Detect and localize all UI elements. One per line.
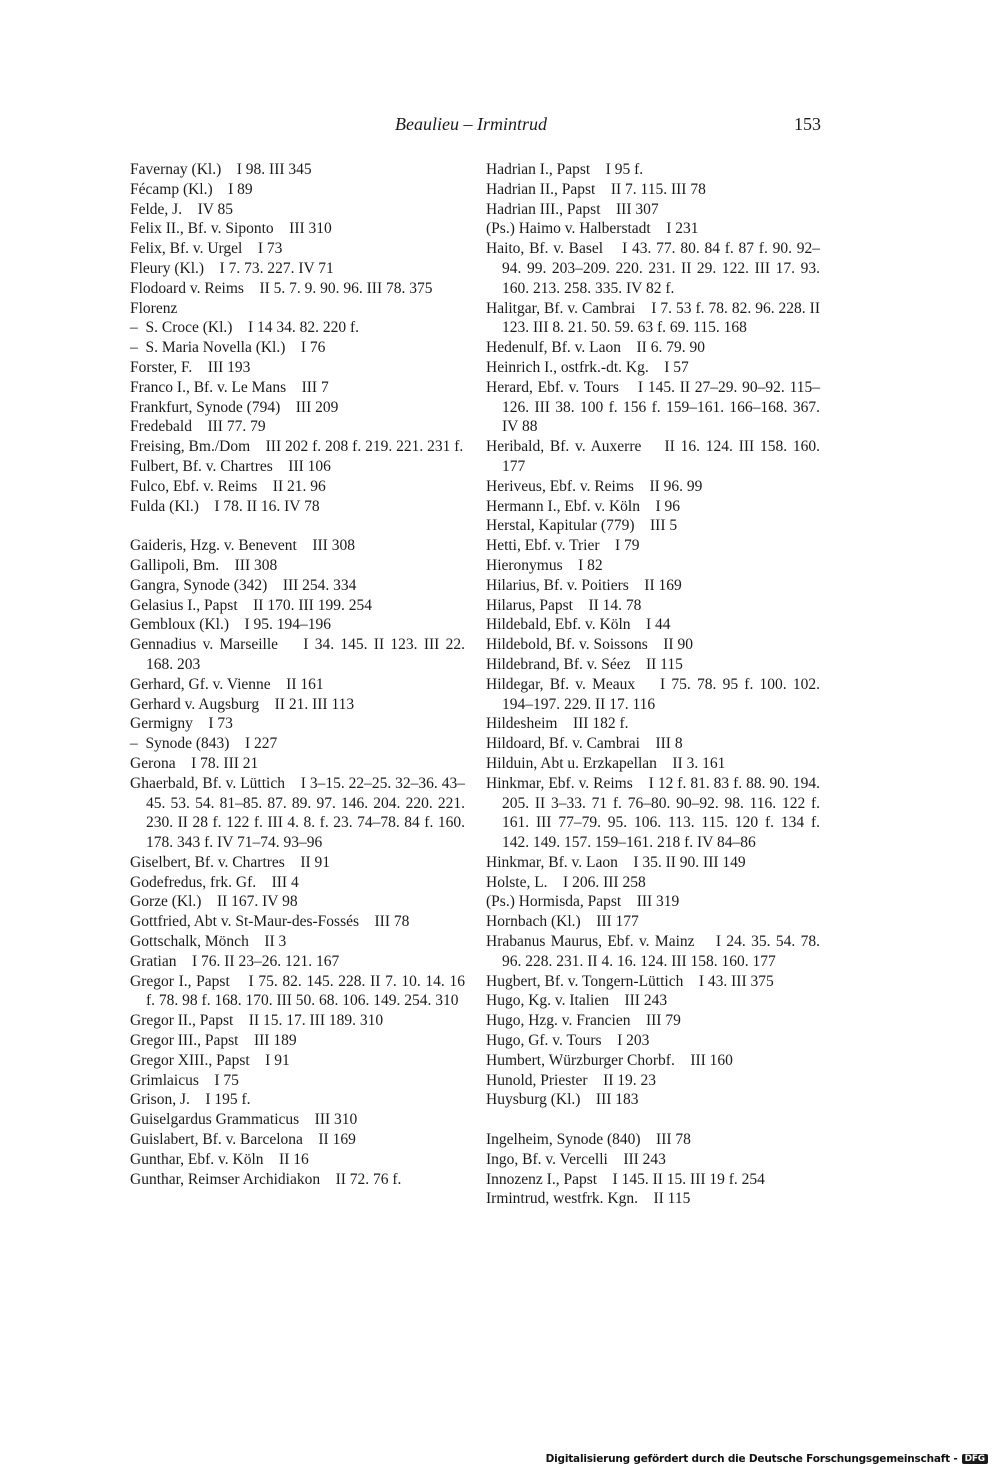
index-entry: Hetti, Ebf. v. Trier I 79 [486, 537, 640, 555]
index-entry: Gerhard v. Augsburg II 21. III 113 [130, 695, 355, 713]
index-entry: Fleury (Kl.) I 7. 73. 227. IV 71 [130, 259, 334, 277]
index-entry: Gerona I 78. III 21 [130, 754, 259, 772]
index-entry: Germigny I 73 [130, 715, 233, 733]
index-entry: Favernay (Kl.) I 98. III 345 [130, 161, 312, 178]
index-entry: Hedenulf, Bf. v. Laon II 6. 79. 90 [486, 339, 705, 357]
index-entry: Gunthar, Reimser Archidiakon II 72. 76 f. [130, 1170, 402, 1188]
index-entry: Hildegar, Bf. v. Meaux I 75. 78. 95 f. 100. 102. 194–197. 229. II 17. 116 [486, 675, 824, 713]
index-entry: Hornbach (Kl.) III 177 [486, 913, 639, 931]
dfg-logo: DFG [962, 1454, 988, 1464]
index-entry: Gangra, Synode (342) III 254. 334 [130, 576, 357, 594]
index-entry: Fulda (Kl.) I 78. II 16. IV 78 [130, 497, 320, 515]
index-entry: Giselbert, Bf. v. Chartres II 91 [130, 853, 331, 871]
index-entry: Hugo, Kg. v. Italien III 243 [486, 992, 668, 1010]
index-entry: Fulbert, Bf. v. Chartres III 106 [130, 457, 331, 475]
index-entry: (Ps.) Haimo v. Halberstadt I 231 [486, 220, 699, 238]
index-entry: Heriveus, Ebf. v. Reims II 96. 99 [486, 477, 703, 495]
index-entry: Huysburg (Kl.) III 183 [486, 1091, 639, 1109]
index-entry: Herard, Ebf. v. Tours I 145. II 27–29. 90–92. 115–126. III 38. 100 f. 156 f. 159–161. 166–168. 367. IV 88 [486, 378, 824, 436]
index-entry: Gregor I., Papst I 75. 82. 145. 228. II 7. 10. 14. 16 f. 78. 98 f. 168. 170. III 50. 68. 106. 149. 254. 310 [130, 972, 469, 1010]
index-entry: Hunold, Priester II 19. 23 [486, 1071, 657, 1089]
index-entry: Gunthar, Ebf. v. Köln II 16 [130, 1150, 309, 1168]
index-entry: Fulco, Ebf. v. Reims II 21. 96 [130, 477, 326, 495]
index-column-right [486, 160, 824, 1209]
index-entry: (Ps.) Hormisda, Papst III 319 [486, 893, 680, 911]
index-entry: Gregor III., Papst III 189 [130, 1032, 297, 1050]
index-entry: Frankfurt, Synode (794) III 209 [130, 398, 339, 416]
index-spacer [486, 1110, 820, 1130]
index-entry: Felix, Bf. v. Urgel I 73 [130, 240, 283, 258]
index-entry: Hermann I., Ebf. v. Köln I 96 [486, 497, 680, 515]
index-entry: – S. Croce (Kl.) I 14 34. 82. 220 f. [130, 319, 360, 337]
index-entry: Gembloux (Kl.) I 95. 194–196 [130, 616, 332, 634]
index-entry: Gallipoli, Bm. III 308 [130, 556, 278, 574]
index-entry: Haito, Bf. v. Basel I 43. 77. 80. 84 f. 87 f. 90. 92–94. 99. 203–209. 220. 231. II 29. 122. III 17. 93. 160. 213. 258. 335. IV 82 f. [486, 240, 824, 297]
index-entry: Fredebald III 77. 79 [130, 418, 266, 436]
index-entry: Hadrian III., Papst III 307 [486, 200, 659, 218]
index-entry: Hugbert, Bf. v. Tongern-Lüttich I 43. III 375 [486, 972, 774, 990]
index-entry: Hrabanus Maurus, Ebf. v. Mainz I 24. 35. 54. 78. 96. 228. 231. II 4. 16. 124. III 158. 160. 177 [486, 933, 824, 970]
index-entry: Freising, Bm./Dom III 202 f. 208 f. 219. 221. 231 f. [130, 438, 464, 456]
index-entry: Hinkmar, Bf. v. Laon I 35. II 90. III 149 [486, 853, 746, 871]
index-spacer [130, 516, 465, 536]
index-entry: Hugo, Gf. v. Tours I 203 [486, 1032, 650, 1050]
index-entry: Ghaerbald, Bf. v. Lüttich I 3–15. 22–25. 32–36. 43–45. 53. 54. 81–85. 87. 89. 97. 146. 204. 220. 221. 230. II 28 f. 122 f. III 4. 8. f. 23. 74–78. 84 f. 160. 178. 343 f. IV 71–74. 93–96 [130, 774, 469, 852]
running-header-title: Beaulieu – Irmintrud [395, 114, 547, 134]
index-entry: Hilarius, Bf. v. Poitiers II 169 [486, 576, 682, 594]
index-entry: Flodoard v. Reims II 5. 7. 9. 90. 96. III 78. 375 [130, 279, 433, 297]
index-entry: Gelasius I., Papst II 170. III 199. 254 [130, 596, 372, 614]
index-entry: Hildebald, Ebf. v. Köln I 44 [486, 616, 671, 634]
index-entry: Hadrian I., Papst I 95 f. [486, 161, 644, 178]
index-entry: – S. Maria Novella (Kl.) I 76 [130, 339, 326, 357]
index-entry: Gorze (Kl.) II 167. IV 98 [130, 893, 298, 911]
index-entry: Guislabert, Bf. v. Barcelona II 169 [130, 1131, 356, 1149]
index-entry: Hildebrand, Bf. v. Séez II 115 [486, 655, 683, 673]
index-column-left [130, 160, 469, 1189]
index-entry: Gennadius v. Marseille I 34. 145. II 123. III 22. 168. 203 [130, 636, 469, 673]
index-entry: Felde, J. IV 85 [130, 200, 234, 218]
index-entry: Hildoard, Bf. v. Cambrai III 8 [486, 735, 683, 753]
index-entry: Guiselgardus Grammaticus III 310 [130, 1111, 358, 1129]
index-entry: Florenz [130, 299, 178, 317]
index-entry: Hadrian II., Papst II 7. 115. III 78 [486, 180, 706, 198]
index-entry: Halitgar, Bf. v. Cambrai I 7. 53 f. 78. 82. 96. 228. II 123. III 8. 21. 50. 59. 63 f. 69. 115. 168 [486, 299, 824, 337]
index-entry: Hildesheim III 182 f. [486, 715, 629, 733]
index-entry: Irmintrud, westfrk. Kgn. II 115 [486, 1190, 691, 1208]
index-entry: – Synode (843) I 227 [130, 735, 278, 753]
index-entry: Herstal, Kapitular (779) III 5 [486, 517, 678, 535]
index-entry: Franco I., Bf. v. Le Mans III 7 [130, 378, 329, 396]
index-entry: Gerhard, Gf. v. Vienne II 161 [130, 675, 324, 693]
index-entry: Grison, J. I 195 f. [130, 1091, 251, 1109]
index-entry: Gottschalk, Mönch II 3 [130, 933, 287, 951]
index-entry: Gottfried, Abt v. St-Maur-des-Fossés III 78 [130, 913, 410, 931]
index-entry: Grimlaicus I 75 [130, 1071, 239, 1089]
index-entry: Felix II., Bf. v. Siponto III 310 [130, 220, 332, 238]
page-number: 153 [794, 114, 821, 134]
index-entry: Holste, L. I 206. III 258 [486, 873, 646, 891]
funding-footer [546, 1453, 988, 1465]
index-entry: Hieronymus I 82 [486, 556, 603, 574]
index-entry: Gratian I 76. II 23–26. 121. 167 [130, 952, 340, 970]
index-entry: Godefredus, frk. Gf. III 4 [130, 873, 299, 891]
funding-note: Digitalisierung gefördert durch die Deutsche Forschungsgemeinschaft - [545, 1453, 958, 1465]
index-entry: Hinkmar, Ebf. v. Reims I 12 f. 81. 83 f. 88. 90. 194. 205. II 3–33. 71 f. 76–80. 90–92. 98. 116. 122 f. 161. III 77–79. 95. 106. 113. 115. 120 f. 134 f. 142. 149. 157. 159–161. 218 f. IV 84–86 [486, 774, 824, 852]
index-entry: Ingelheim, Synode (840) III 78 [486, 1131, 691, 1149]
index-entry: Hildebold, Bf. v. Soissons II 90 [486, 636, 693, 654]
index-entry: Heribald, Bf. v. Auxerre II 16. 124. III 158. 160. 177 [486, 438, 824, 475]
index-entry: Hilduin, Abt u. Erzkapellan II 3. 161 [486, 754, 726, 772]
index-entry: Ingo, Bf. v. Vercelli III 243 [486, 1150, 666, 1168]
index-entry: Heinrich I., ostfrk.-dt. Kg. I 57 [486, 358, 689, 376]
index-entry: Hugo, Hzg. v. Francien III 79 [486, 1012, 681, 1030]
index-entry: Gregor II., Papst II 15. 17. III 189. 310 [130, 1012, 384, 1030]
index-entry: Gaideris, Hzg. v. Benevent III 308 [130, 537, 355, 555]
index-entry: Gregor XIII., Papst I 91 [130, 1051, 290, 1069]
index-entry: Innozenz I., Papst I 145. II 15. III 19 f. 254 [486, 1170, 765, 1188]
index-entry: Hilarus, Papst II 14. 78 [486, 596, 642, 614]
index-entry: Forster, F. III 193 [130, 358, 251, 376]
index-entry: Humbert, Würzburger Chorbf. III 160 [486, 1051, 733, 1069]
index-entry: Fécamp (Kl.) I 89 [130, 180, 253, 198]
